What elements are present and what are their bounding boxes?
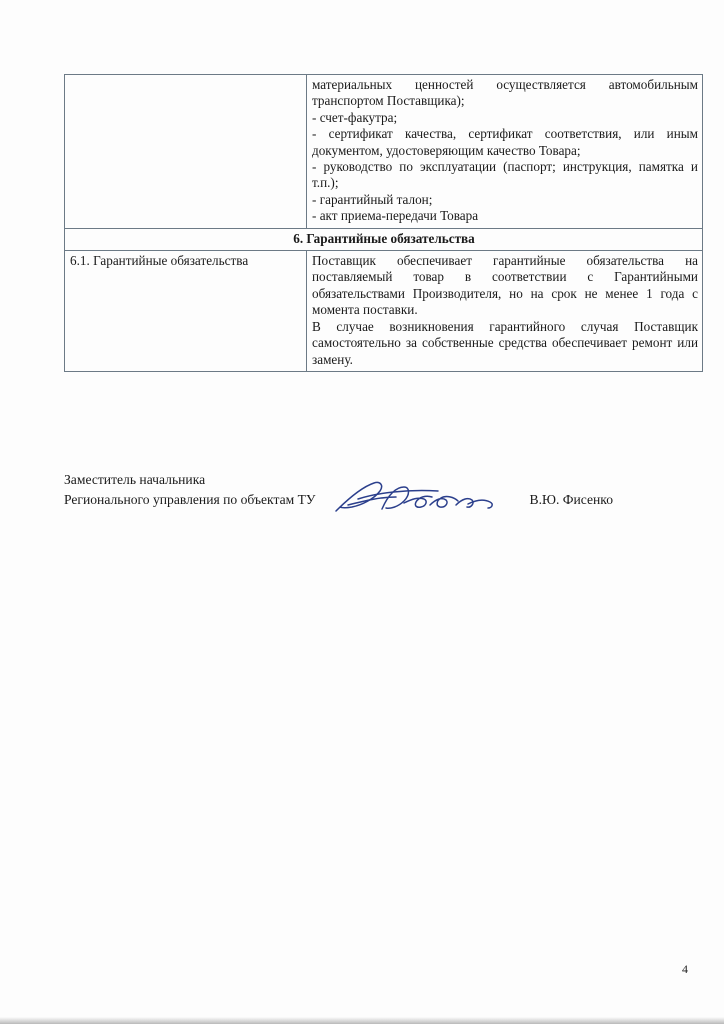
signatory-name: В.Ю. Фисенко: [529, 492, 614, 507]
signatory-line2: [64, 489, 684, 509]
table-section-row: [65, 228, 703, 250]
table-row: [65, 251, 703, 372]
table-row: [65, 75, 703, 229]
signatory-title-line1: Заместитель начальника: [64, 472, 206, 487]
table-cell-left: [65, 251, 307, 372]
table-cell-right: [307, 251, 703, 372]
clause-paragraph: - руководство по эксплуатации (паспорт; инструкция, памятка и т.п.);: [312, 159, 698, 191]
clause-paragraph: Поставщик обеспечивает гарантийные обязательства на поставляемый товар в соответствии с Гарантийными обязательствами Производителя, но на срок не менее 1 года с момента поставки.: [312, 253, 698, 318]
contract-table: [64, 74, 703, 372]
clause-paragraph: - гарантийный талон;: [312, 191, 433, 207]
table-cell-left: [65, 75, 307, 229]
page-number: 4: [682, 962, 688, 976]
signatory-title-line2: Регионального управления по объектам ТУ: [64, 492, 316, 507]
table-cell-right: [307, 75, 703, 229]
scan-edge-shadow: [0, 1017, 724, 1024]
section-title: 6. Гарантийные обязательства: [65, 228, 703, 250]
clause-paragraph: - счет-факутра;: [312, 109, 398, 125]
clause-paragraph: материальных ценностей осуществляется автомобильным транспортом Поставщика);: [312, 77, 698, 109]
cell-left-text: 6.1. Гарантийные обязательства: [70, 253, 249, 269]
signature-block: [64, 470, 684, 509]
clause-paragraph: - сертификат качества, сертификат соответствия, или иным документом, удостоверяющим качество Товара;: [312, 126, 698, 158]
clause-paragraph: В случае возникновения гарантийного случая Поставщик самостоятельно за собственные средства обеспечивает ремонт или замену.: [312, 318, 698, 367]
handwritten-signature-icon: [318, 489, 518, 511]
clause-paragraph: - акт приема-передачи Товара: [312, 208, 479, 224]
